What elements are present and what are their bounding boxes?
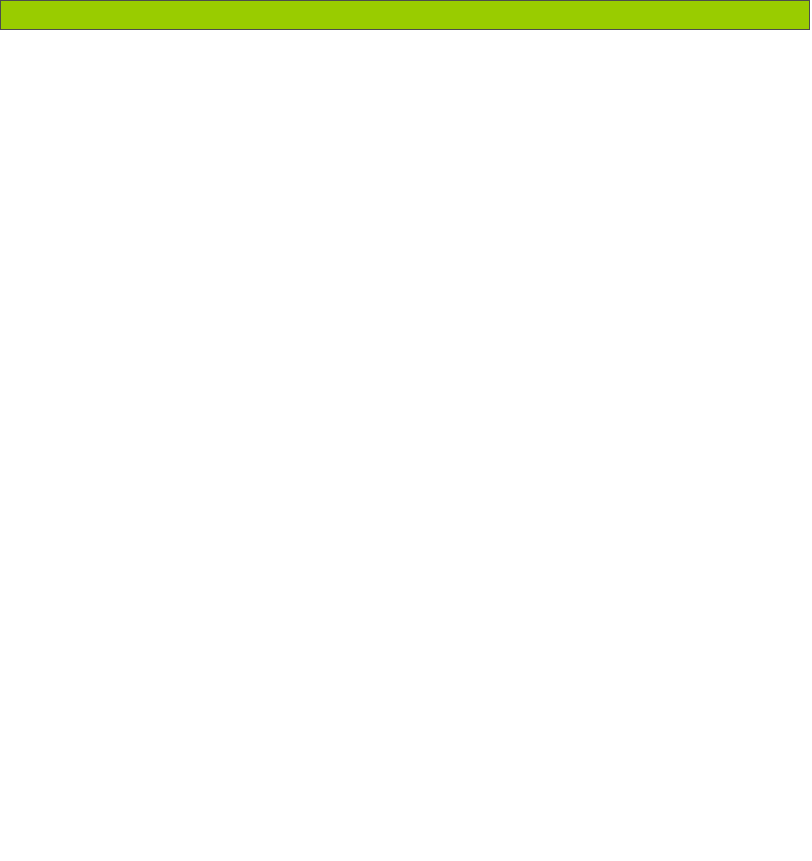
table-header <box>0 0 810 30</box>
